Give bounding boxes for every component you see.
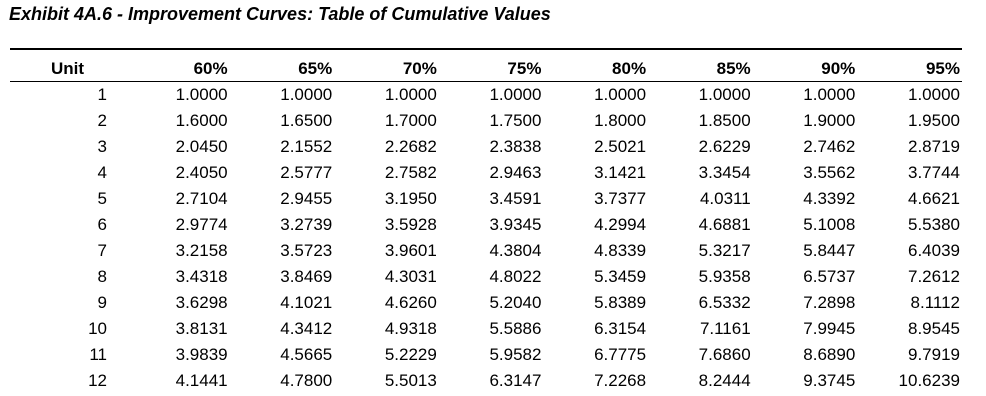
table-row	[10, 316, 962, 342]
cumulative-value-cell: 5.3217	[698, 241, 751, 260]
column-header-60: 60%	[125, 49, 230, 82]
cumulative-value-cell: 4.6881	[698, 215, 751, 234]
cumulative-value-cell: 4.2994	[594, 215, 647, 234]
cumulative-value-cell: 6.7775	[594, 345, 647, 364]
unit-number-cell: 7	[97, 241, 108, 260]
cumulative-value-cell: 4.7800	[280, 371, 333, 390]
cumulative-value-cell: 5.3459	[594, 267, 647, 286]
cumulative-value-cell: 4.3031	[384, 267, 437, 286]
cumulative-value-cell: 1.7500	[489, 111, 542, 130]
cumulative-value-cell: 1.0000	[489, 85, 542, 104]
unit-number-cell: 6	[97, 215, 108, 234]
cumulative-value-cell: 4.3804	[489, 241, 542, 260]
unit-number-cell: 4	[97, 163, 108, 182]
cumulative-value-cell: 5.2040	[489, 293, 542, 312]
cumulative-value-cell: 7.2268	[594, 371, 647, 390]
cumulative-value-cell: 3.6298	[175, 293, 228, 312]
cumulative-value-cell: 4.1441	[175, 371, 228, 390]
cumulative-value-cell: 6.3154	[594, 319, 647, 338]
table-row	[10, 290, 962, 316]
cumulative-value-cell: 2.0450	[175, 137, 228, 156]
cumulative-value-cell: 9.7919	[908, 345, 960, 364]
table-row	[10, 82, 962, 109]
cumulative-value-cell: 9.3745	[803, 371, 856, 390]
column-header-65: 65%	[230, 49, 335, 82]
cumulative-value-cell: 2.5021	[594, 137, 647, 156]
table-body	[10, 82, 962, 395]
cumulative-value-cell: 1.0000	[175, 85, 228, 104]
column-header-80: 80%	[543, 49, 648, 82]
column-header-70: 70%	[334, 49, 439, 82]
cumulative-value-cell: 4.5665	[280, 345, 333, 364]
cumulative-value-cell: 1.0000	[594, 85, 647, 104]
cumulative-value-cell: 2.9455	[280, 189, 333, 208]
cumulative-value-cell: 2.9774	[175, 215, 228, 234]
cumulative-value-cell: 2.3838	[489, 137, 542, 156]
cumulative-value-cell: 5.5380	[908, 215, 960, 234]
table-row	[10, 264, 962, 290]
cumulative-value-cell: 3.2158	[175, 241, 228, 260]
cumulative-value-cell: 3.5723	[280, 241, 333, 260]
cumulative-value-cell: 2.7582	[384, 163, 437, 182]
cumulative-value-cell: 6.4039	[908, 241, 960, 260]
cumulative-value-cell: 3.8131	[175, 319, 228, 338]
cumulative-value-cell: 2.9463	[489, 163, 542, 182]
table-row	[10, 108, 962, 134]
cumulative-value-cell: 1.7000	[384, 111, 437, 130]
cumulative-value-cell: 1.8500	[698, 111, 751, 130]
cumulative-value-cell: 7.2898	[803, 293, 856, 312]
table-row	[10, 186, 962, 212]
cumulative-value-cell: 5.8447	[803, 241, 856, 260]
cumulative-value-cell: 1.0000	[280, 85, 333, 104]
cumulative-value-cell: 2.5777	[280, 163, 333, 182]
cumulative-value-cell: 5.9582	[489, 345, 542, 364]
cumulative-value-cell: 2.7462	[803, 137, 856, 156]
table-row	[10, 342, 962, 368]
cumulative-value-cell: 3.9345	[489, 215, 542, 234]
table-row	[10, 212, 962, 238]
cumulative-value-cell: 4.3412	[280, 319, 333, 338]
cumulative-value-cell: 1.0000	[384, 85, 437, 104]
cumulative-value-cell: 5.8389	[594, 293, 647, 312]
cumulative-value-cell: 7.1161	[699, 319, 751, 338]
header-row	[10, 49, 962, 82]
cumulative-value-cell: 6.5332	[698, 293, 751, 312]
cumulative-value-cell: 8.9545	[908, 319, 960, 338]
cumulative-value-cell: 2.2682	[384, 137, 437, 156]
cumulative-value-cell: 4.8022	[489, 267, 542, 286]
cumulative-value-cell: 1.6500	[280, 111, 333, 130]
cumulative-value-cell: 3.1950	[384, 189, 437, 208]
table-row	[10, 368, 962, 394]
table-header	[10, 49, 962, 82]
cumulative-value-cell: 10.6239	[898, 371, 960, 390]
cumulative-value-cell: 1.9500	[908, 111, 960, 130]
cumulative-value-cell: 5.2229	[384, 345, 437, 364]
table-row	[10, 160, 962, 186]
cumulative-value-cell: 1.0000	[803, 85, 856, 104]
unit-number-cell: 12	[88, 371, 108, 390]
unit-number-cell: 5	[97, 189, 108, 208]
column-header-75: 75%	[439, 49, 544, 82]
cumulative-value-cell: 6.3147	[489, 371, 542, 390]
cumulative-value-cell: 3.4591	[489, 189, 542, 208]
cumulative-value-cell: 3.1421	[594, 163, 647, 182]
column-header-85: 85%	[648, 49, 753, 82]
cumulative-value-cell: 8.2444	[698, 371, 751, 390]
cumulative-value-cell: 4.9318	[384, 319, 437, 338]
cumulative-value-cell: 3.4318	[175, 267, 228, 286]
cumulative-value-cell: 2.1552	[280, 137, 333, 156]
unit-number-cell: 11	[89, 345, 108, 364]
cumulative-value-cell: 4.6260	[384, 293, 437, 312]
cumulative-value-cell: 4.6621	[908, 189, 960, 208]
cumulative-value-cell: 8.6890	[803, 345, 856, 364]
cumulative-value-cell: 3.9839	[175, 345, 228, 364]
cumulative-value-cell: 3.7744	[908, 163, 960, 182]
cumulative-value-cell: 3.5928	[384, 215, 437, 234]
cumulative-value-cell: 5.1008	[803, 215, 856, 234]
cumulative-value-cell: 3.5562	[803, 163, 856, 182]
unit-number-cell: 10	[88, 319, 108, 338]
table-row	[10, 134, 962, 160]
cumulative-value-cell: 4.1021	[280, 293, 333, 312]
cumulative-value-cell: 1.0000	[698, 85, 751, 104]
exhibit-title: Exhibit 4A.6 - Improvement Curves: Table of Cumulative Values	[9, 4, 551, 24]
cumulative-value-cell: 5.5013	[384, 371, 437, 390]
cumulative-value-cell: 1.9000	[803, 111, 856, 130]
unit-number-cell: 9	[97, 293, 108, 312]
cumulative-value-cell: 3.9601	[384, 241, 437, 260]
cumulative-value-cell: 5.5886	[489, 319, 542, 338]
cumulative-value-cell: 7.6860	[698, 345, 751, 364]
column-header-unit: Unit	[10, 49, 125, 82]
cumulative-value-cell: 4.0311	[699, 189, 751, 208]
cumulative-value-cell: 2.7104	[175, 189, 228, 208]
cumulative-value-cell: 4.3392	[803, 189, 856, 208]
cumulative-value-cell: 7.9945	[803, 319, 856, 338]
cumulative-values-table	[10, 48, 962, 394]
unit-number-cell: 2	[97, 111, 108, 130]
cumulative-value-cell: 1.0000	[908, 85, 960, 104]
unit-number-cell: 8	[97, 267, 108, 286]
cumulative-value-cell: 2.8719	[908, 137, 960, 156]
cumulative-value-cell: 3.8469	[280, 267, 333, 286]
column-header-90: 90%	[753, 49, 858, 82]
cumulative-value-cell: 5.9358	[698, 267, 751, 286]
cumulative-value-cell: 8.1112	[910, 293, 960, 312]
cumulative-value-cell: 1.6000	[175, 111, 228, 130]
column-header-95: 95%	[857, 49, 962, 82]
cumulative-value-cell: 7.2612	[908, 267, 960, 286]
unit-number-cell: 3	[97, 137, 108, 156]
cumulative-value-cell: 6.5737	[803, 267, 856, 286]
cumulative-value-cell: 2.4050	[175, 163, 228, 182]
cumulative-value-cell: 2.6229	[698, 137, 751, 156]
cumulative-value-cell: 3.3454	[698, 163, 751, 182]
unit-number-cell: 1	[97, 85, 108, 104]
table-row	[10, 238, 962, 264]
cumulative-value-cell: 1.8000	[594, 111, 647, 130]
cumulative-value-cell: 3.7377	[594, 189, 647, 208]
cumulative-value-cell: 3.2739	[280, 215, 333, 234]
cumulative-value-cell: 4.8339	[594, 241, 647, 260]
